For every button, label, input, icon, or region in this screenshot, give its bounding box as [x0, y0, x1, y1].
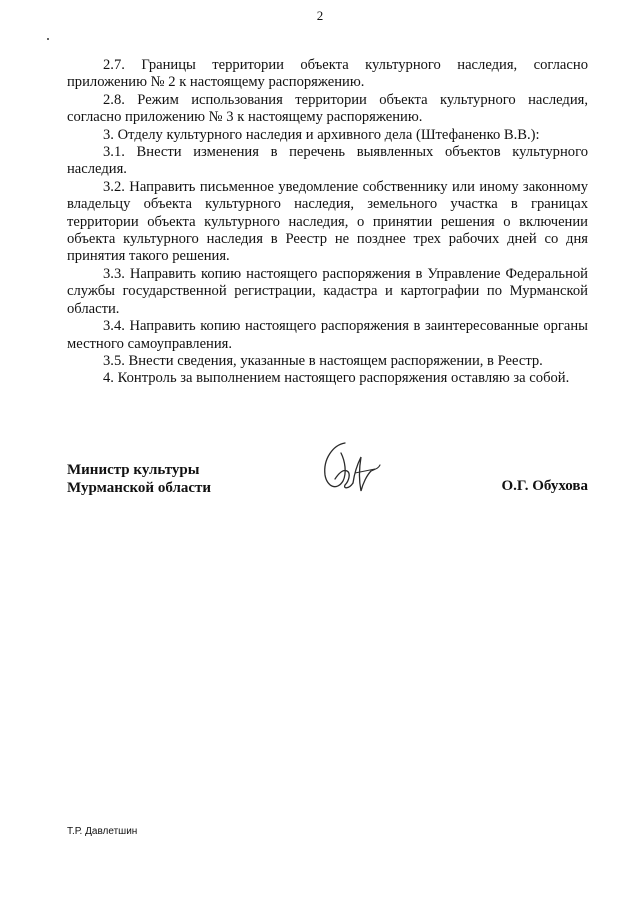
signer-title-line-1: Министр культуры — [67, 462, 200, 478]
paragraph-3-5: 3.5. Внести сведения, указанные в настоящем распоряжении, в Реестр. — [103, 352, 543, 369]
scan-artifact — [47, 38, 49, 40]
paragraph-2-8: 2.8. Режим использования территории объекта культурного наследия, согласно приложению № 3 к настоящему распоряжению. — [67, 91, 588, 126]
paragraph-2-7: 2.7. Границы территории объекта культурного наследия, согласно приложению № 2 к настоящему распоряжению. — [67, 57, 588, 91]
executor-name: Т.Р. Давлетшин — [67, 826, 138, 837]
handwritten-signature — [315, 439, 383, 503]
signature-block — [67, 461, 588, 511]
paragraph-4: 4. Контроль за выполнением настоящего распоряжения оставляю за собой. — [103, 370, 570, 387]
signer-title — [67, 461, 211, 497]
paragraph-3-3: 3.3. Направить копию настоящего распоряжения в Управление Федеральной службы государственной регистрации, кадастра и картографии по Мурманской области. — [67, 265, 588, 317]
paragraph-3-2: 3.2. Направить письменное уведомление собственнику или иному законному владельцу объекта культурного наследия, земельного участка в границах территории объекта культурного наследия, о принятии решения о включении объекта культурного наследия в Реестр не позднее трех рабочих дней со дня принятия такого решения. — [67, 178, 588, 265]
paragraph-3-1: 3.1. Внести изменения в перечень выявленных объектов культурного наследия. — [67, 144, 588, 178]
paragraph-3-4: 3.4. Направить копию настоящего распоряжения в заинтересованные органы местного самоуправления. — [67, 318, 588, 352]
paragraph-3: 3. Отделу культурного наследия и архивного дела (Штефаненко В.В.): — [103, 126, 540, 143]
document-body — [67, 57, 588, 388]
page-number: 2 — [316, 8, 324, 23]
signer-name: О.Г. Обухова — [501, 478, 588, 494]
signer-title-line-2: Мурманской области — [67, 480, 212, 496]
